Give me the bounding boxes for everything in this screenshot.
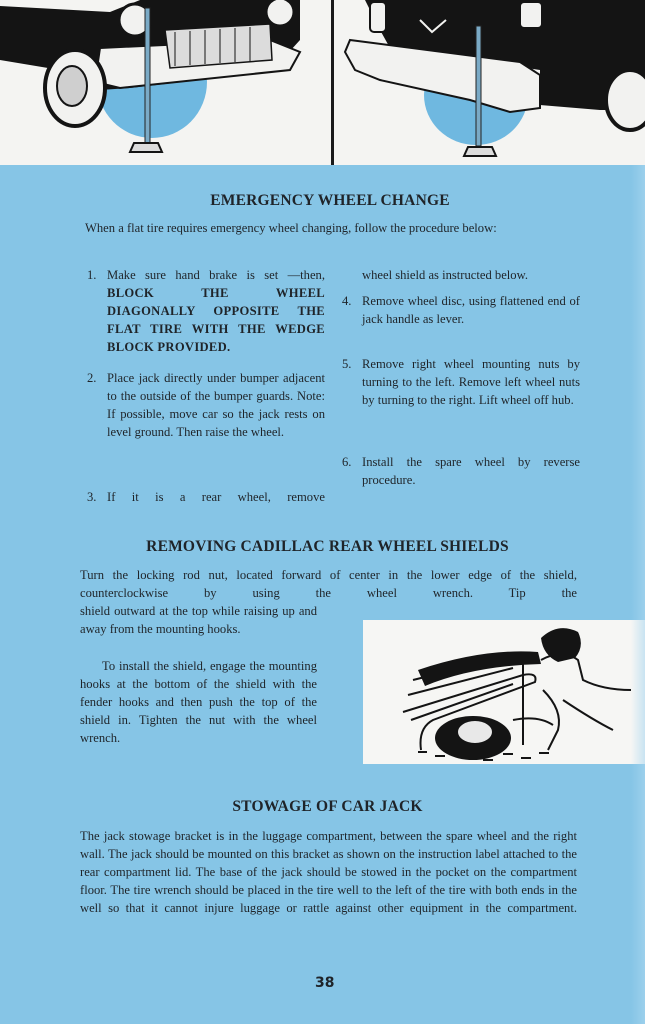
section-title-removing-rear-wheel-shields: REMOVING CADILLAC REAR WHEEL SHIELDS: [146, 538, 509, 555]
step-text-plain: Make sure hand brake is set —then,: [107, 268, 325, 282]
illustration-divider: [331, 0, 334, 165]
section-title-emergency-wheel-change: EMERGENCY WHEEL CHANGE: [210, 192, 450, 209]
page-number: 38: [315, 975, 335, 991]
step-number: 2.: [87, 371, 97, 385]
step-text-emphasis: BLOCK THE WHEEL DIAGONALLY OPPOSITE THE FLAT TIRE WITH THE WEDGE BLOCK PROVIDED.: [107, 286, 325, 355]
step-number: 6.: [342, 455, 352, 469]
shields-paragraph-1-full-width: Turn the locking rod nut, located forward of center in the lower edge of the shield, counterclockwise by using the wheel wrench. Tip the: [80, 568, 577, 601]
top-illustration-strip: [0, 0, 645, 165]
step-number: 5.: [342, 357, 352, 371]
man-removing-shield-illustration: [363, 620, 645, 764]
step-number: 1.: [87, 268, 97, 282]
step-text: Remove wheel disc, using flattened end of jack handle as lever.: [362, 294, 580, 327]
step-text: Place jack directly under bumper adjacent to the outside of the bumper guards. Note: If possible, move car so the jack rests on level ground. Then raise the wheel.: [107, 371, 325, 440]
step-text: Remove right wheel mounting nuts by turning to the left. Remove left wheel nuts by turning to the right. Lift wheel off hub.: [362, 357, 580, 408]
step-text: [107, 266, 325, 356]
step-number: 3.: [87, 490, 97, 504]
emergency-intro-text: When a flat tire requires emergency wheel changing, follow the procedure below:: [85, 221, 497, 235]
step-number: 4.: [342, 294, 352, 308]
car-on-jack-illustration: [0, 0, 645, 165]
shields-paragraph-1-rest: shield outward at the top while raising up and away from the mounting hooks.: [80, 604, 317, 637]
step-text: Install the spare wheel by reverse procedure.: [362, 455, 580, 488]
step-text: If it is a rear wheel, remove: [107, 490, 325, 504]
stowage-paragraph: The jack stowage bracket is in the luggage compartment, between the spare wheel and the right wall. The jack should be mounted on this bracket as shown on the instruction label attached to the rear compartment lid. The base of the jack should be stowed in the pocket on the compartment floor. The tire wrench should be placed in the tire well to the left of the tire with both ends in the well so that it cannot injure luggage or rattle against other equipment in the compartment.: [80, 829, 577, 916]
section-title-stowage-of-car-jack: STOWAGE OF CAR JACK: [232, 798, 423, 815]
step-text-continued: wheel shield as instructed below.: [362, 268, 529, 282]
wheel-shield-illustration: [363, 620, 645, 764]
shields-paragraph-2: To install the shield, engage the mounting hooks at the bottom of the shield with the fender hooks and then push the top of the shield in. Tighten the nut with the wheel wrench.: [80, 659, 317, 746]
